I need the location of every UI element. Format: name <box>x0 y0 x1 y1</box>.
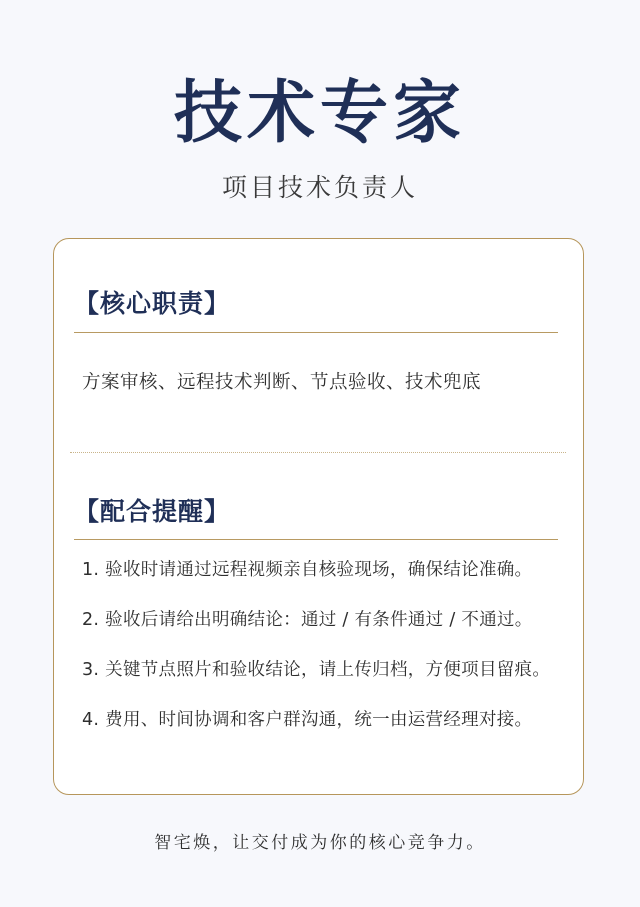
duties-divider <box>74 332 558 333</box>
reminder-item-4: 4. 费用、时间协调和客户群沟通，统一由运营经理对接。 <box>82 710 533 730</box>
reminders-divider <box>74 539 558 540</box>
footer-slogan: 智宅焕，让交付成为你的核心竞争力。 <box>154 833 486 853</box>
reminder-item-1: 1. 验收时请通过远程视频亲自核验现场，确保结论准确。 <box>82 560 533 580</box>
page-subtitle: 项目技术负责人 <box>221 173 418 202</box>
reminder-item-3: 3. 关键节点照片和验收结论，请上传归档，方便项目留痕。 <box>82 660 551 680</box>
duties-heading: 【核心职责】 <box>74 289 231 318</box>
info-card <box>53 238 584 795</box>
duties-text: 方案审核、远程技术判断、节点验收、技术兜底 <box>82 372 482 393</box>
section-separator <box>70 452 566 453</box>
reminders-list <box>82 557 550 757</box>
reminders-heading: 【配合提醒】 <box>74 497 231 526</box>
page-title: 技术专家 <box>173 74 466 153</box>
reminder-item-2: 2. 验收后请给出明确结论：通过 / 有条件通过 / 不通过。 <box>82 610 533 630</box>
